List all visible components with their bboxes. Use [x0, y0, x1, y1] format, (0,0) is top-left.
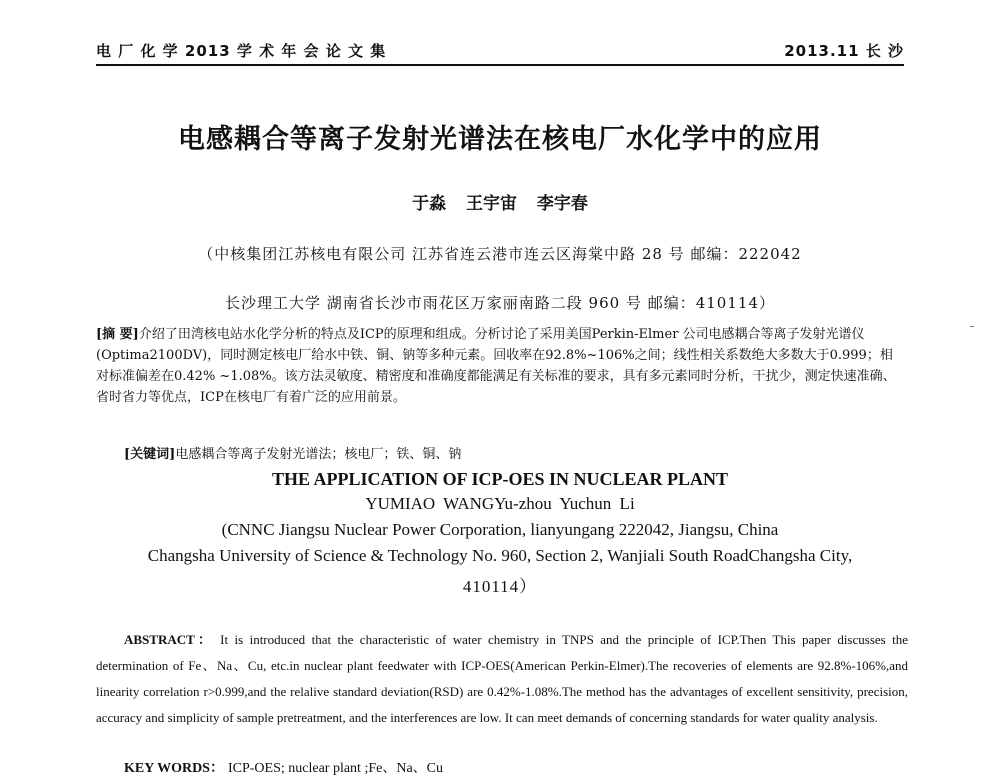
- paper-title: 电感耦合等离子发射光谱法在核电厂水化学中的应用: [178, 124, 822, 155]
- abstract-cn: [96, 324, 904, 408]
- keywords-cn: [124, 443, 461, 462]
- english-affiliation-2: Changsha University of Science & Technology No. 960, Section 2, Wanjiali South RoadChangsha City,: [147, 546, 853, 565]
- header-rule: [96, 64, 904, 66]
- keywords-en-label: KEY WORDS：: [124, 761, 224, 776]
- authors: 于淼 王宇宙 李宇春: [412, 194, 588, 214]
- keywords-cn-label: [关键词]: [124, 447, 176, 462]
- affiliation-2: 长沙理工大学 湖南省长沙市雨花区万家丽南路二段 960 号 邮编：410114）: [225, 294, 775, 312]
- running-header-date-place: 2013.11 长 沙: [784, 42, 904, 60]
- english-affiliation-1: (CNNC Jiangsu Nuclear Power Corporation, lianyungang 222042, Jiangsu, China: [221, 520, 779, 539]
- affiliation-1: （中核集团江苏核电有限公司 江苏省连云港市连云区海棠中路 28 号 邮编：222042: [198, 245, 802, 263]
- scan-mark: [970, 326, 974, 327]
- english-title: THE APPLICATION OF ICP-OES IN NUCLEAR PLANT: [271, 469, 729, 489]
- keywords-cn-text: 电感耦合等离子发射光谱法；核电厂；铁、铜、钠: [175, 447, 462, 462]
- keywords-en-text: ICP-OES; nuclear plant ;Fe、Na、Cu: [227, 761, 443, 776]
- abstract-en-label: ABSTRACT：: [124, 632, 215, 647]
- keywords-en: [124, 757, 443, 777]
- abstract-en-text: It is introduced that the characteristic of water chemistry in TNPS and the principle of ICP.Then This paper discusses the determination of Fe、Na、Cu, etc.in nuclear plant feedwater with ICP-OES(American Perkin-Elmer).The recoveries of elements are 92.8%-106%,and linearity correlation r>0.999,and the relalive standard deviation(RSD) are 0.42%-1.08%.The method has the advantages of excellent sensitivity, precision, accuracy and simplicity of sample pretreatment, and the interferences are low. It can meet demands of concerning standards for water quality analysis.: [96, 632, 909, 725]
- abstract-cn-label: [摘 要]: [96, 327, 139, 342]
- english-affiliation-3: 410114）: [462, 577, 538, 596]
- abstract-en: [96, 627, 908, 731]
- running-header-journal: 电 厂 化 学 2013 学 术 年 会 论 文 集: [96, 42, 387, 60]
- english-authors: YUMIAO WANGYu-zhou Yuchun Li: [365, 494, 635, 513]
- abstract-cn-text: 介绍了田湾核电站水化学分析的特点及ICP的原理和组成。分析讨论了采用美国Perkin-Elmer 公司电感耦合等离子发射光谱仪(Optima2100DV)，同时测定核电厂给水中铁、铜、钠等多种元素。回收率在92.8%~106%之间；线性相关系数绝大多数大于0.999；相对标准偏差在0.42% ~1.08%。该方法灵敏度、精密度和准确度都能满足有关标准的要求，具有多元素同时分析，干扰少，测定快速准确、省时省力等优点，ICP在核电厂有着广泛的应用前景。: [96, 327, 896, 405]
